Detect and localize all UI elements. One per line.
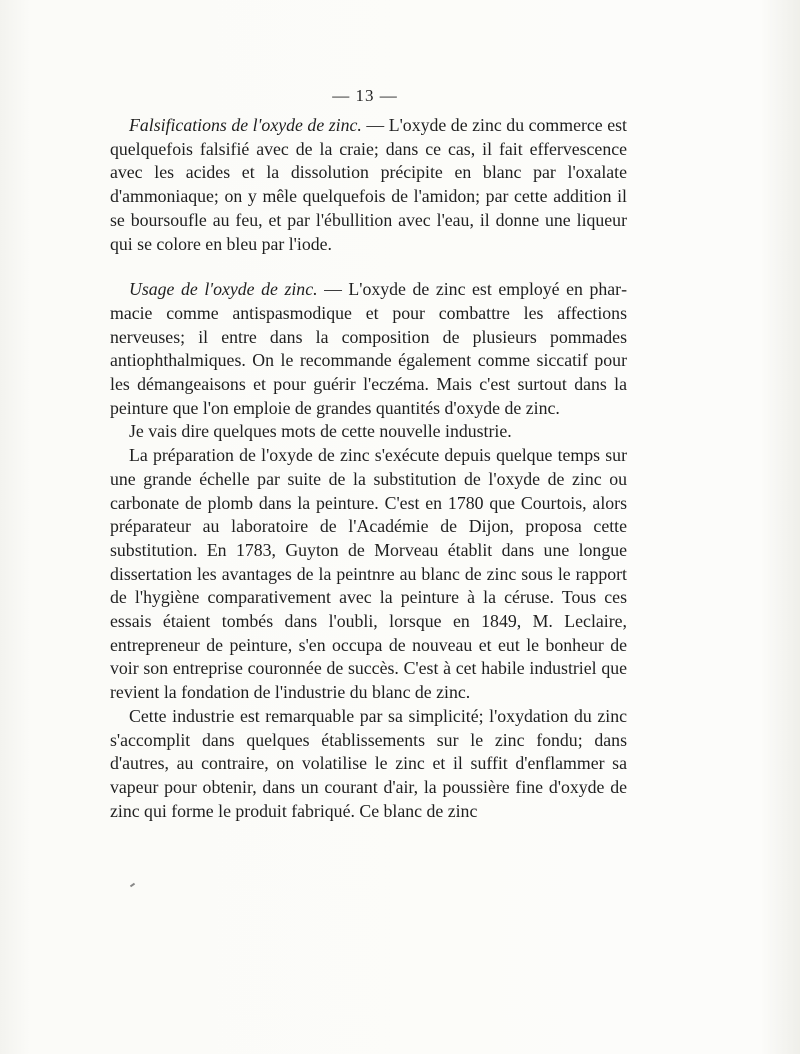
paragraph-simplicite <box>110 705 627 824</box>
paragraph-falsifications <box>110 114 627 256</box>
page-number: — 13 — <box>332 86 398 105</box>
paragraph-text: — L'oxyde de zinc est employé en pharmacie comme antispasmodique et pour combattre les affections nerveuses; il entre dans la composition de plusieurs pommades antiophthalmiques. On le recommande également comme siccatif pour les démangeaisons et pour guérir l'eczéma. Mais c'est surtout dans la peinture que l'on emploie de grandes quantités d'oxyde de zinc. <box>110 279 627 418</box>
paragraph-text: — L'oxyde de zinc du commerce est quelquefois falsifié avec de la craie; dans ce cas, il fait effervescence avec les acides et la dissolution précipite en blanc par l'oxalate d'ammoniaque; on y mêle quelquefois de l'amidon; par cette addition il se boursoufle au feu, et par l'ébullition avec l'eau, il donne une liqueur qui se colore en bleu par l'iode. <box>110 115 627 254</box>
paragraph-text: La préparation de l'oxyde de zinc s'exécute depuis quelque temps sur une grande échelle par suite de la substitution de l'oxyde de zinc ou carbonate de plomb dans la peinture. C'est en 1780 que Courtois, alors préparateur au laboratoire de l'Académie de Dijon, proposa cette substitution. En 1783, Guyton de Morveau établit dans une longue dissertation les avantages de la peintnre au blanc de zinc sous le rapport de l'hygiène comparativement avec la peinture à la céruse. Tous ces essais étaient tombés dans l'oubli, lorsque en 1849, M. Leclaire, entrepreneur de peinture, s'en occupa de nouveau et eut le bonheur de voir son entreprise couronnée de succès. C'est à cet habile industriel que revient la fondation de l'industrie du blanc de zinc. <box>110 445 627 703</box>
body-text <box>110 114 627 823</box>
paragraph-preparation <box>110 444 627 705</box>
paragraph-lead: Usage de l'oxyde de zinc. <box>129 279 318 300</box>
paragraph-text: Cette industrie est remarquable par sa simplicité; l'oxydation du zinc s'accomplit dans quelques établissements sur le zinc fondu; dans d'autres, au contraire, on volatilise le zinc et il suffit d'enflammer sa vapeur pour obtenir, dans un courant d'air, la poussière fine d'oxyde de zinc qui forme le produit fabriqué. Ce blanc de zinc <box>110 705 627 821</box>
paragraph-text: Je vais dire quelques mots de cette nouvelle industrie. <box>129 421 512 442</box>
paragraph-usage <box>110 278 627 420</box>
paper-speck <box>130 883 135 888</box>
paragraph-industrie-intro <box>110 420 627 444</box>
paragraph-lead: Falsifications de l'oxyde de zinc. <box>129 115 362 135</box>
